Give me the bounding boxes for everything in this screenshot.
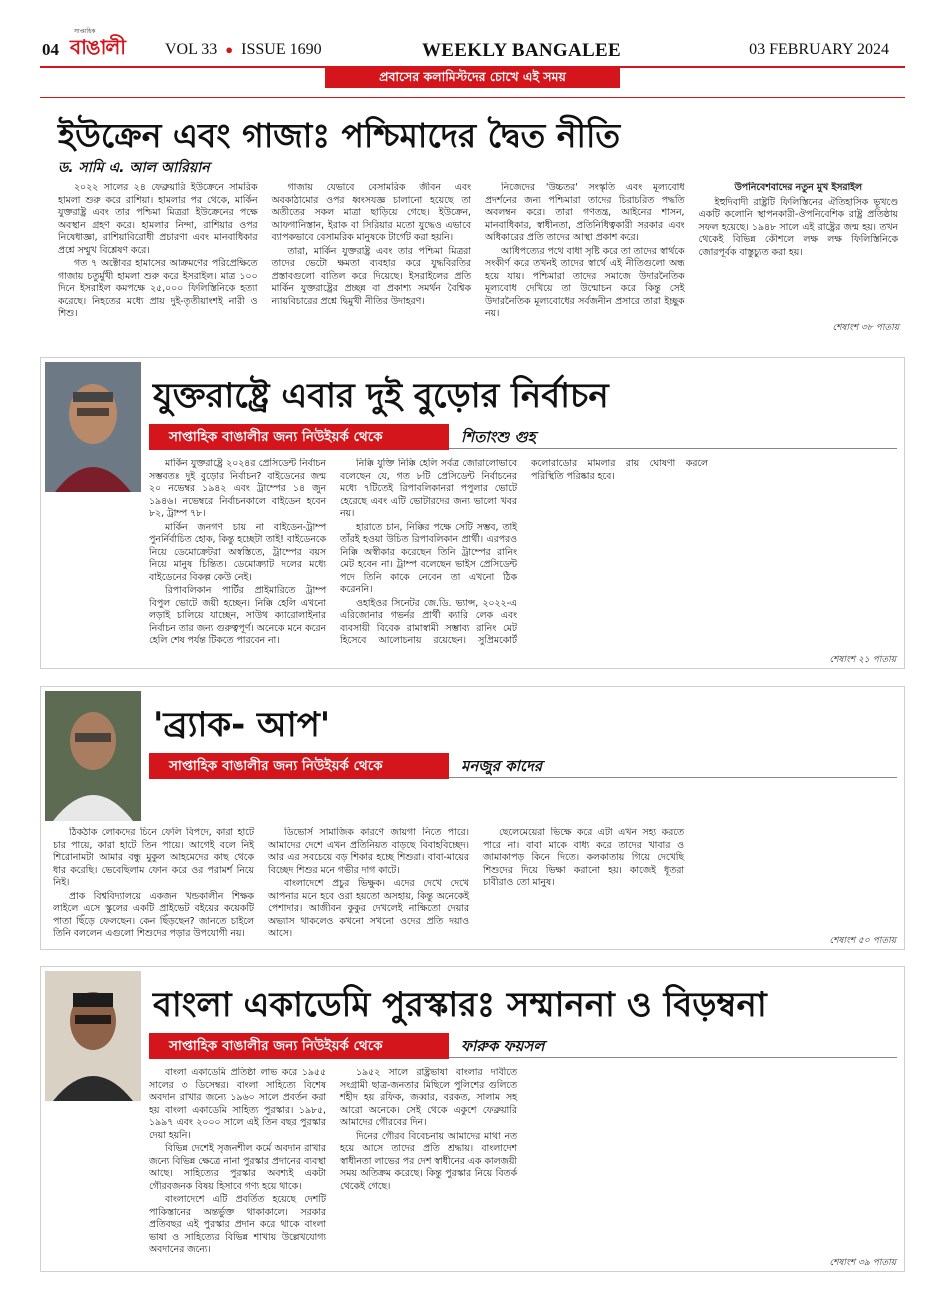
paragraph: বাংলাদেশে প্রচুর ভিক্ষুক। এদের দেখে দেখে আপনার মনে হবে ওরা হয়তো অসহায়, কিন্তু অনেকেই পেশাদার। আজীবন কুকুর দেখলেই নাক্ষিতো দেয়ার অভ্যাস থাকলেও কখনো সখনো ওদের প্রতি দয়াও আসে। — [268, 878, 469, 939]
paragraph: গাজায় যেভাবে বেসামরিক জীবন এবং অবকাঠামোর ওপর ধ্বংসযজ্ঞ চালানো হয়েছে তা অতীতের সকল মাত্রা ছাড়িয়ে গেছে। ইউক্রেন, আফগানিস্তান, ইরাক বা সিরিয়ার মতো যুদ্ধেও এভাবে ব্যাপকভাবে বেসামরিক মানুষকে টার্গেট করা হয়নি। — [271, 182, 471, 243]
bullet-icon: ● — [225, 42, 234, 57]
article-headline: যুক্তরাষ্ট্রে এবার দুই বুড়োর নির্বাচন — [153, 376, 609, 416]
author-photo-icon — [45, 362, 141, 492]
paragraph: ওহাইওর সিনেটর জে.ডি. ভ্যান্স, ২০২২-এ এরিজোনার গভর্নর প্রার্থী ক্যারি লেক এবং ব্যবসায়ী বিবেক রামাস্বামী সম্ভাব্য রানিং মেট হিসেবে আলোচনায় রয়েছেন। সুপ্রিমকোর্ট কলোরাডোর মামলার রায় ঘোষণা করলে পরিস্থিতি পরিষ্কার হবে। — [340, 458, 708, 646]
article-headline: ইউক্রেন এবং গাজাঃ পশ্চিমাদের দ্বৈত নীতি — [58, 116, 621, 155]
author-name: শিতাংশু গুহ — [461, 428, 536, 446]
paragraph: প্রাক বিশ্ববিদ্যালয়ে একজন খন্ডকালীন শিক্ষক লাইলে এসে স্কুলের একটি প্রাইভেট বইয়ের কয়েকটি পাতা ছিঁড়ে ফেলছেন। কেন ছিঁড়ছেন? জানতে চাইলে তিনি বললেন এগুলো শিশুদের পড়ার উপযোগী নয়। — [53, 890, 254, 939]
source-bar: সাপ্তাহিক বাঙালীর জন্য নিউইয়র্ক থেকে — [149, 1033, 449, 1059]
section-banner: প্রবাসের কলামিস্টদের চোখে এই সময় — [325, 66, 620, 88]
paragraph: নিজেদের 'উচ্চতর' সংস্কৃতি এবং মূল্যবোধ প্রদর্শনের জন্য পশ্চিমারা তাদের চিরাচরিত পদ্ধতি অবলম্বন করে। তারা গণতন্ত্র, আইনের শাসন, মানবাধিকার, স্বাধীনতা, প্রতিনিধিত্বকারী সরকার এবং অধিকারের প্রতি তাদের আস্থা প্রকাশ করে। — [485, 182, 685, 243]
paragraph: গত ৭ অক্টোবর হামাসের আক্রমণের পরিপ্রেক্ষিতে গাজায় চতুর্মুখী হামলা শুরু করে ইসরাইল। মাত্র ১০০ দিনে ইসরাইল কমপক্ষে ২৫,০০০ ফিলিস্তিনিকে হত্যা করেছে। নিহতের মধ্যে প্রায় দুই-তৃতীয়াংশই নারী ও শিশু। — [58, 258, 258, 319]
paragraph: ২০২২ সালের ২৪ ফেব্রুয়ারি ইউক্রেনে সামরিক হামলা শুরু করে রাশিয়া। হামলার পর থেকে, মার্কিন যুক্তরাষ্ট্র এবং তার পশ্চিমা মিত্ররা ইউক্রেনের পক্ষে অবস্থান গ্রহণ করে। হামলার নিন্দা, রাশিয়ার ওপর নিষেধাজ্ঞা, রাশিয়াবিরোধী প্রচারণা এবং মানবাধিকার প্রশ্নে সম্মুখ বিশ্লেষণ করে। — [58, 182, 258, 256]
article-bangla-academy — [40, 966, 905, 1272]
article-body-top — [149, 787, 899, 825]
portrait-graphic — [45, 971, 141, 1101]
issue-date: 03 FEBRUARY 2024 — [749, 41, 889, 58]
portrait-graphic — [45, 691, 141, 821]
article-body — [53, 827, 899, 945]
paragraph: হারাতে চান, নিক্কির পক্ষে সেটি সম্ভব, তাই তাঁরই হওয়া উচিত রিপাবলিকান প্রার্থী। এরপরও নিক্কি অস্বীকার করেছেন তিনি ট্রাম্পের রানিং মেট হবেন না। ট্রাম্প বলেছেন ভাইস প্রেসিডেন্ট পদে তিনি কাকে নেবেন তা এখনো ঠিক করেননি। — [340, 521, 517, 595]
paragraph: ইহুদিবাদী রাষ্ট্রটি ফিলিস্তিনের ঐতিহাসিক ভূখণ্ডে একটি কলোনি স্থাপনকারী-ঔপনিবেশিক রাষ্ট্র প্রতিষ্ঠায় সফল হয়েছে। ১৯৪৮ সালে এই রাষ্ট্রের জন্ম হয়। তখন থেকেই বিভিন্ন কৌশলে লক্ষ লক্ষ ফিলিস্তিনিকে জোরপূর্বক বাস্তুচ্যুত করা হয়। — [698, 196, 898, 258]
logo — [70, 28, 126, 66]
brand-name: WEEKLY BANGALEE — [422, 40, 621, 61]
paragraph: ছেলেমেয়েরা ভিক্ষে করে এটা এখন সহ্য করতে পারে না। বাবা মাকে বাধ্য করে তাদের খাবার ও জামাকাপড় কিনে দিতে। কলকাতায় গিয়ে দেখেছি শিশুদের দিয়ে ভিক্ষা করানো হয়। কাজেই ধূতরা চাবীরাও তো মানুষ। — [483, 827, 684, 888]
paragraph: মার্কিন জনগণ চায় না বাইডেন-ট্রাম্প পুনর্নির্বাচিত হোক, কিন্তু হচ্ছেটা তাই! বাইডেনকে নিয়ে ডেমোক্রেটরা অস্বস্তিতে, ট্রাম্পের বয়স নিয়ে মানুষ চিন্তিত। ডেমোক্র্যাট দলের মধ্যে বাইডেনের বিকল্প কেউ নেই। — [149, 521, 326, 583]
article-byline: ড. সামি এ. আল আরিয়ান — [58, 160, 210, 176]
divider — [449, 777, 897, 778]
logo-small-text: সাপ্তাহিক — [74, 28, 96, 35]
subheading: উপনিবেশবাদের নতুন মুখ ইসরাইল — [734, 182, 862, 193]
continued-note: শেষাংশ ৩৯ পাতায় — [825, 1255, 896, 1270]
article-body — [58, 182, 898, 332]
paragraph: রিপাবলিকান পার্টির প্রাইমারিতে ট্রাম্প বিপুল ভোটে জয়ী হচ্ছেন। নিক্কি হেলি এখনো লড়াই চালিয়ে যাচ্ছেন, সাউথ ক্যারোলাইনার নির্বাচন তার জন্য গুরুত্বপূর্ণ। অনেকে মনে করেন হেলি শেষ পর্যন্ত টিকতে পারবেন না। — [149, 585, 326, 646]
source-bar: সাপ্তাহিক বাঙালীর জন্য নিউইয়র্ক থেকে — [149, 753, 449, 779]
issue-info — [165, 41, 322, 59]
logo-text: বাঙালী — [70, 35, 126, 59]
article-headline: 'ব্র্যাক- আপ' — [153, 705, 331, 745]
article-us-election — [40, 357, 905, 669]
paragraph: বাংলা একাডেমি প্রতিষ্ঠা লাভ করে ১৯৫৫ সালের ৩ ডিসেম্বর। বাংলা সাহিত্যে বিশেষ অবদান রাখার জন্যে ১৯৬০ সালে প্রবর্তন করা হয় বাংলা একাডেমি সাহিত্য পুরস্কার। ১৯৮৫, ১৯৯৭ এবং ২০০০ সালে এই তিন বছর পুরস্কার দেয়া হয়নি। — [149, 1067, 326, 1141]
article-body — [149, 1067, 899, 1265]
portrait-graphic — [45, 362, 141, 492]
paragraph: দিনের গৌরব বিবেচনায় আমাদের মাথা নত হয়ে আসে তাদের প্রতি শ্রদ্ধায়। বাংলাদেশ স্বাধীনতা লাভের পর দেশ স্বাধীনের এক কালজয়ী সময় অতিক্রম করেছে। কিন্তু পুরস্কার নিয়ে বিতর্ক থেকেই গেছে। — [340, 1130, 517, 1192]
masthead — [0, 0, 945, 70]
article-body — [149, 458, 899, 663]
divider — [449, 448, 897, 449]
paragraph: ১৯৫২ সালে রাষ্ট্রভাষা বাংলার দাবীতে সংগ্রামী ছাত্র-জনতার মিছিলে পুলিশের গুলিতে শহীদ হয় রফিক, জব্বার, বরকত, সালাম সহ আরো অনেকে। সেই থেকে একুশে ফেব্রুয়ারি আমাদের গৌরবের দিন। — [340, 1067, 517, 1128]
paragraph: ডিভোর্স সামাজিক কারণে জায়গা নিতে পারে। আমাদের দেশে এখন প্রতিনিয়ত বাড়ছে বিবাহবিচ্ছেদ। আর এর সবচেয়ে বড় শিকার হচ্ছে শিশুরা। বাবা-মায়ের বিচ্ছেদ শিশুর মনে গভীর দাগ কাটে। — [268, 827, 469, 876]
author-photo-icon — [45, 691, 141, 821]
paragraph: বিভিন্ন দেশেই সৃজনশীল কর্মে অবদান রাখার জন্যে বিভিন্ন ক্ষেত্রে নানা পুরস্কার প্রদানের ব্যবস্থা আছে। সাহিত্যের পুরস্কার অবশ্যই একটা গৌরবজনক বিষয় হিসাবে গণ্য হয়ে থাকে। — [149, 1143, 326, 1192]
page-number: 04 — [42, 40, 59, 59]
paragraph: মার্কিন যুক্তরাষ্ট্রে ২০২৪র প্রেসিডেন্ট নির্বাচন সম্ভবতঃ দুই বুড়োর নির্বাচন? বাইডেনের জন্ম ২০ নভেম্বর ১৯৪২ এবং ট্রাম্পের ১৪ জুন ১৯৪৬। নভেম্বরে নির্বাচনকালে বাইডেন হবেন ৮২, ট্রাম্প ৭৮। — [149, 458, 326, 519]
article-headline: বাংলা একাডেমি পুরস্কারঃ সম্মাননা ও বিড়ম্বনা — [153, 985, 767, 1025]
continued-note: শেষাংশ ২১ পাতায় — [825, 652, 896, 667]
continued-note: শেষাংশ ৩৮ পাতায় — [828, 320, 899, 335]
author-photo-icon — [45, 971, 141, 1101]
paragraph: নিক্কি যুক্তি নিক্কি হেলি সর্বত্র জোরালোভাবে বলেছেন যে, গত ৮টি প্রেসিডেন্ট নির্বাচনের মধ্যে ৭টিতেই রিপাবলিকানরা পপুলার ভোটে হেরেছে এবং এটি ভোটারদের জন্য ভালো খবর নয়। — [340, 458, 517, 519]
paragraph: তারা, মার্কিন যুক্তরাষ্ট্র এবং তার পশ্চিমা মিত্ররা তাদের ভেটো ক্ষমতা ব্যবহার করে যুদ্ধবিরতির প্রস্তাবগুলো বাতিল করে দিয়েছে। ইসরাইলের প্রতি মার্কিন যুক্তরাষ্ট্রের প্রচ্ছন্ন বা প্রকাশ্য সমর্থন বৈশ্বিক ন্যায়বিচারের প্রশ্নে দ্বিমুখী নীতির উদাহরণ। — [271, 245, 471, 307]
article-ukraine-gaza — [40, 97, 905, 333]
article-break-up — [40, 686, 905, 950]
paragraph: ঠিকঠাক লোকদের চিনে ফেলি বিপদে, কারা হাটে চার পায়ে, কারা হাটে তিন পায়ে। আগেই বলে নিই শিরোনামটা আমার বন্ধু মুকুল আহমেদের কাছ থেকে ধার করেছি। ভেবেছিলাম ফোন করে ওর পরামর্শ নিয়ে নিই। — [53, 827, 254, 888]
author-name: মনজুর কাদের — [461, 757, 543, 775]
paragraph: আধিপত্যের পথে বাধা সৃষ্টি করে তা তাদের স্বার্থকে সংকীর্ণ করে তখনই তাদের স্বার্থে এই নীতিগুলো অন্ধ হয়ে যায়। পশ্চিমারা তাদের সমাজে উদারনৈতিক মূল্যবোধ দেখিয়ে তা উন্মোচন করে কিন্তু সেই উদারনৈতিক মূল্যবোধের সর্বজনীন প্রসারে তারা ইচ্ছুক নয়। — [485, 245, 685, 319]
issue: ISSUE 1690 — [241, 41, 322, 58]
paragraph: বাংলাদেশে এটি প্রবর্তিত হয়েছে দেশটি পাকিস্তানের অন্তর্ভুক্ত থাকাকালে। সরকার প্রতিবছর এই পুরস্কার প্রদান করে থাকে বাংলা ভাষা ও সাহিত্যের বিভিন্ন শাখায় উল্লেখযোগ্য অবদানের জন্যে। — [149, 1194, 326, 1255]
volume: VOL 33 — [165, 41, 218, 58]
continued-note: শেষাংশ ৫০ পাতায় — [825, 933, 896, 948]
source-bar: সাপ্তাহিক বাঙালীর জন্য নিউইয়র্ক থেকে — [149, 424, 449, 450]
divider — [449, 1057, 897, 1058]
author-name: ফারুক ফয়সল — [461, 1037, 545, 1055]
